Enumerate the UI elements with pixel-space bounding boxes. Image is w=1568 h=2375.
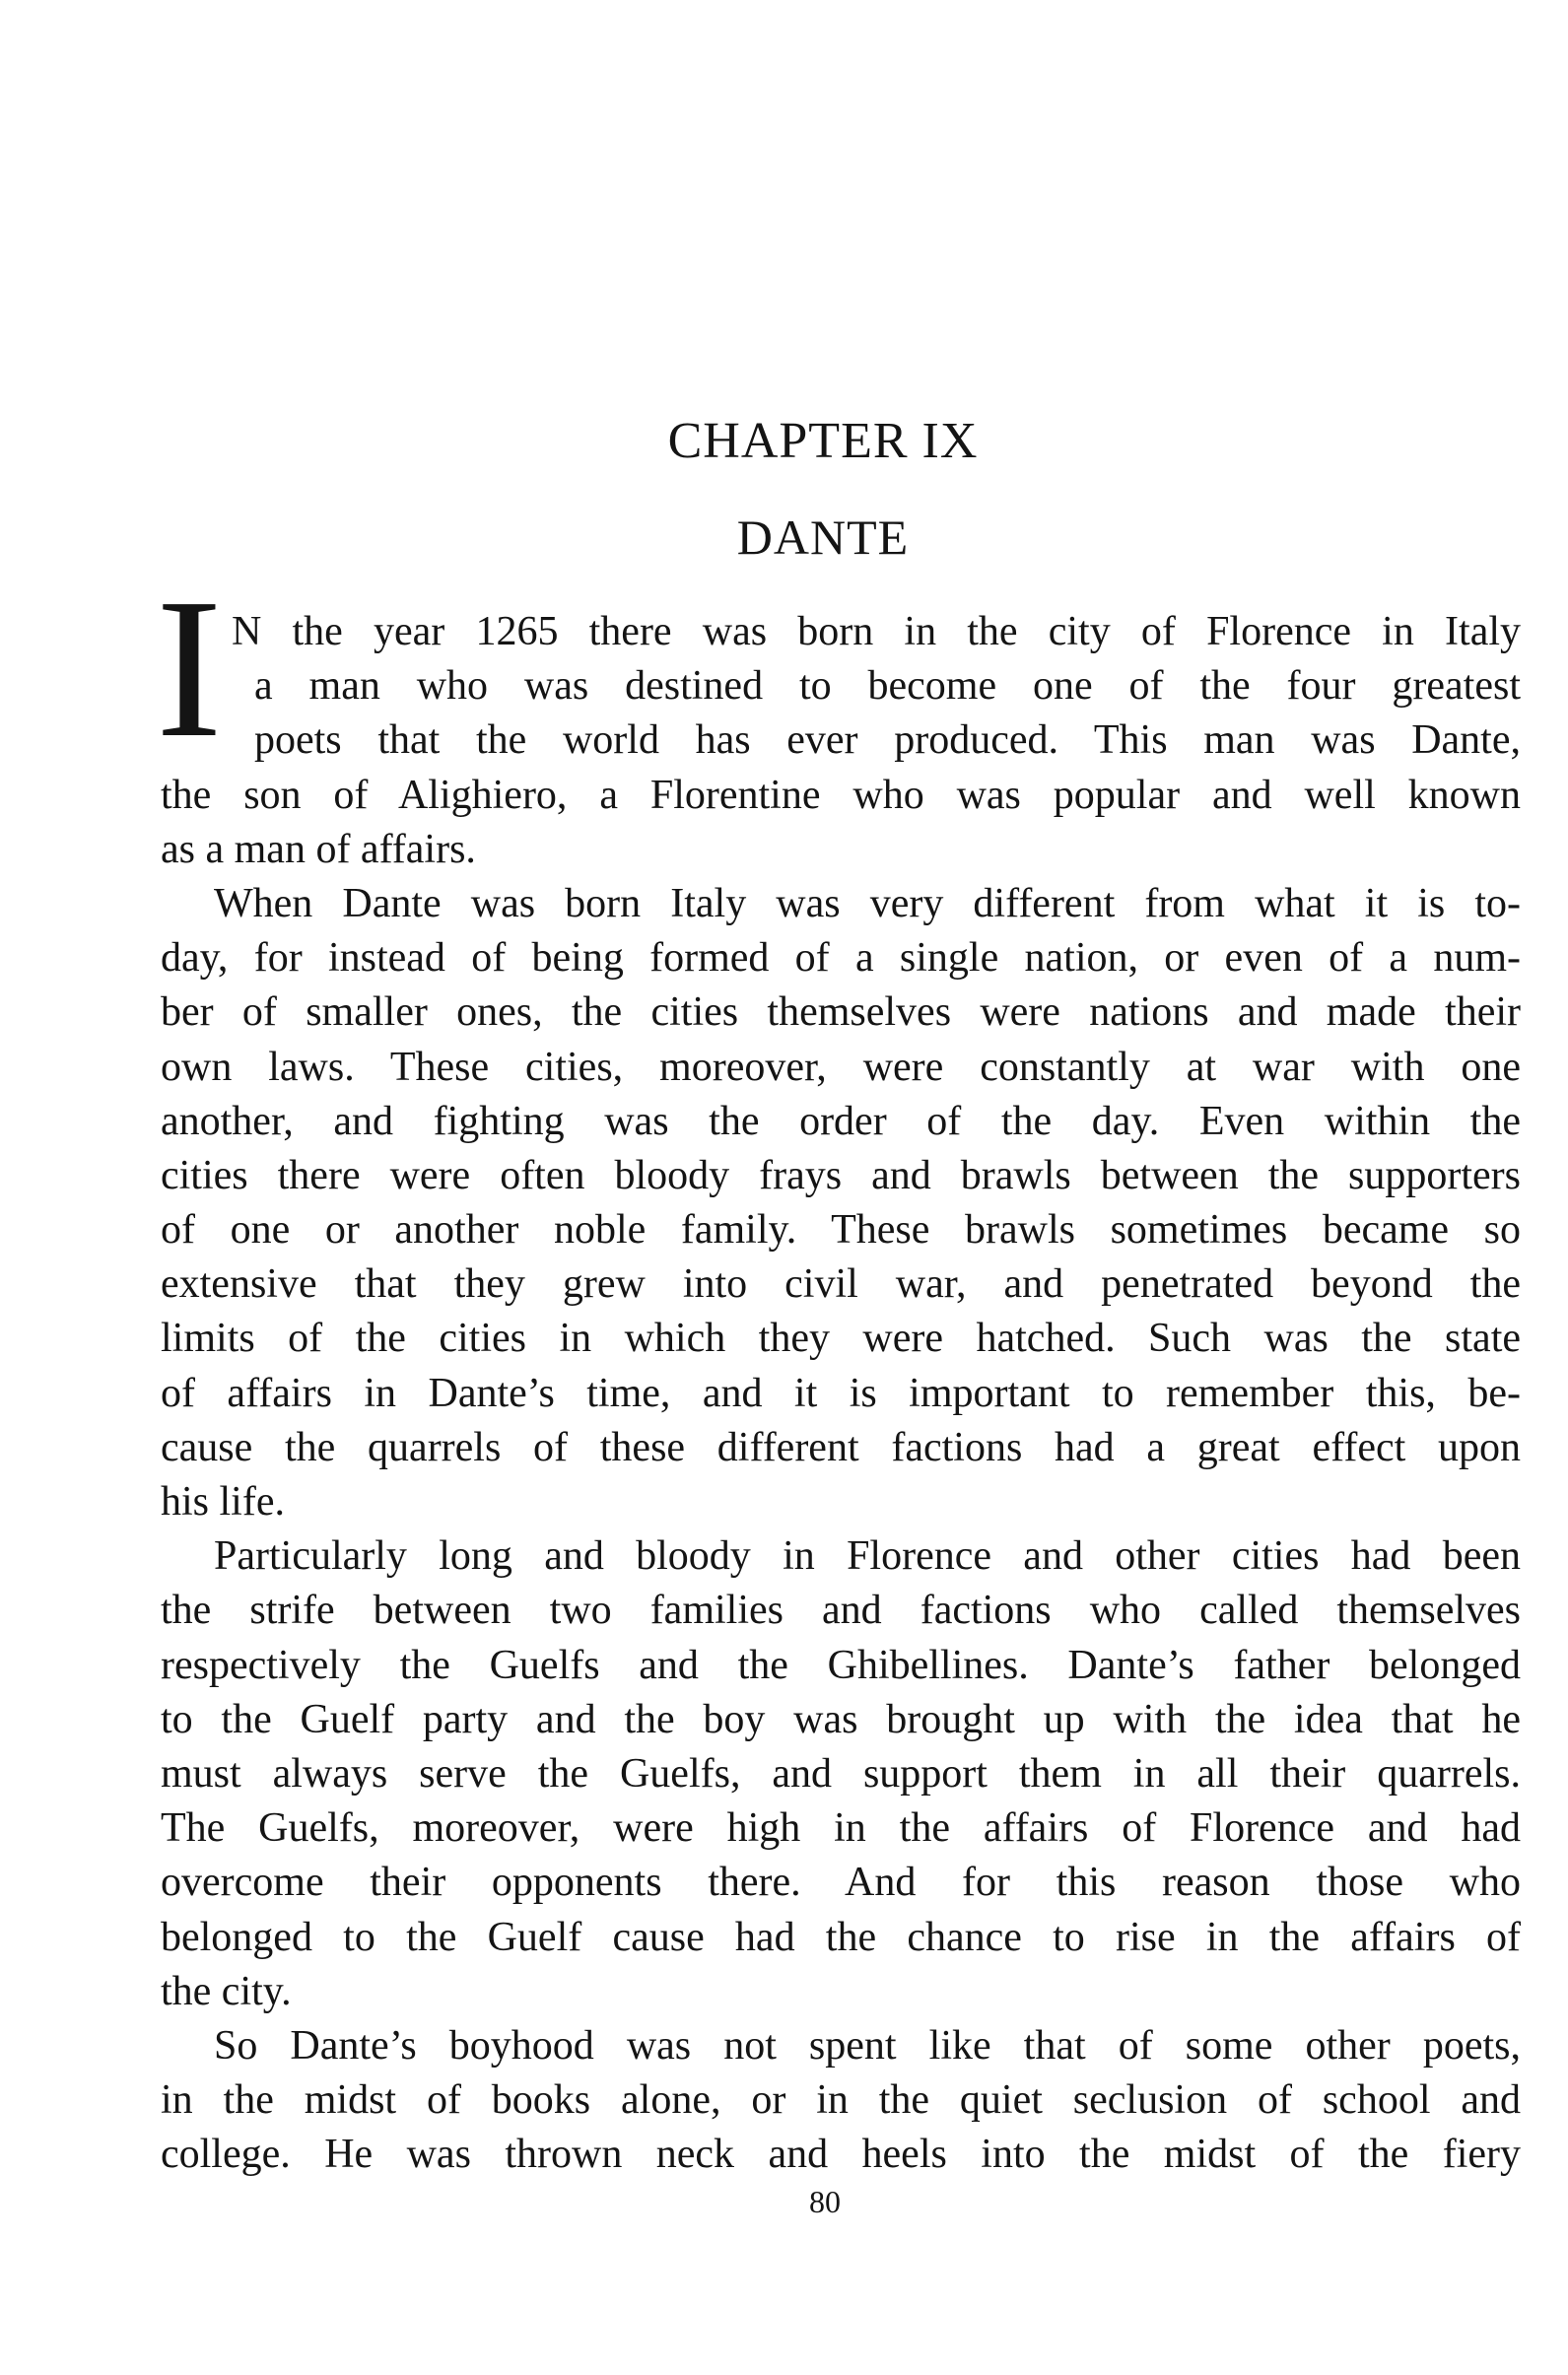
paragraph xyxy=(161,1529,1521,2019)
paragraph xyxy=(161,877,1521,1529)
text-line: So Dante’s boyhood was not spent like that of some other poets, xyxy=(214,2022,1521,2069)
paragraph xyxy=(161,605,1521,877)
chapter-body xyxy=(161,605,1521,2182)
text-line: cities there were often bloody frays and brawls between the supporters xyxy=(161,1152,1521,1198)
text-line: of affairs in Dante’s time, and it is important to remember this, be- xyxy=(161,1370,1521,1416)
text-line: in the midst of books alone, or in the quiet seclusion of school and xyxy=(161,2077,1521,2124)
text-line: N the year 1265 there was born in the city of Florence in Italy xyxy=(232,609,1521,654)
text-line: The Guelfs, moreover, were high in the affairs of Florence and had xyxy=(161,1805,1521,1852)
text-line: a man who was destined to become one of the four greatest xyxy=(254,663,1521,710)
text-line: college. He was thrown neck and heels into the midst of the fiery xyxy=(161,2132,1521,2178)
text-line: the son of Alighiero, a Florentine who was popular and well known xyxy=(161,772,1521,818)
text-line: ber of smaller ones, the cities themselves were nations and made their xyxy=(161,989,1521,1036)
text-line: belonged to the Guelf cause had the chance to rise in the affairs of xyxy=(161,1914,1521,1960)
text-line: own laws. These cities, moreover, were constantly at war with one xyxy=(161,1044,1521,1090)
text-line: overcome their opponents there. And for this reason those who xyxy=(161,1860,1521,1906)
text-line: as a man of affairs. xyxy=(161,826,476,872)
text-line: When Dante was born Italy was very different from what it is to- xyxy=(214,880,1521,926)
text-line: respectively the Guelfs and the Ghibellines. Dante’s father belonged xyxy=(161,1642,1521,1688)
chapter-title: DANTE xyxy=(736,509,910,565)
text-line: the city. xyxy=(161,1968,292,2014)
text-line: must always serve the Guelfs, and support them in all their quarrels. xyxy=(161,1750,1521,1797)
text-line: to the Guelf party and the boy was brought up with the idea that he xyxy=(161,1696,1521,1742)
text-line: extensive that they grew into civil war, and penetrated beyond the xyxy=(161,1261,1521,1308)
text-line: cause the quarrels of these different factions had a great effect upon xyxy=(161,1424,1521,1470)
text-line: day, for instead of being formed of a single nation, or even of a num- xyxy=(161,935,1521,982)
text-line: the strife between two families and factions who called themselves xyxy=(161,1588,1521,1634)
text-line: his life. xyxy=(161,1479,285,1525)
page-number: 80 xyxy=(809,2184,841,2219)
text-line: poets that the world has ever produced. This man was Dante, xyxy=(254,717,1521,764)
chapter-label: CHAPTER IX xyxy=(667,413,979,469)
text-line: Particularly long and bloody in Florence and other cities had been xyxy=(214,1533,1521,1580)
text-line: another, and fighting was the order of the day. Even within the xyxy=(161,1098,1521,1144)
drop-cap: I xyxy=(156,557,223,779)
text-line: limits of the cities in which they were hatched. Such was the state xyxy=(161,1316,1521,1362)
text-line: of one or another noble family. These brawls sometimes became so xyxy=(161,1207,1521,1254)
paragraph xyxy=(161,2019,1521,2183)
